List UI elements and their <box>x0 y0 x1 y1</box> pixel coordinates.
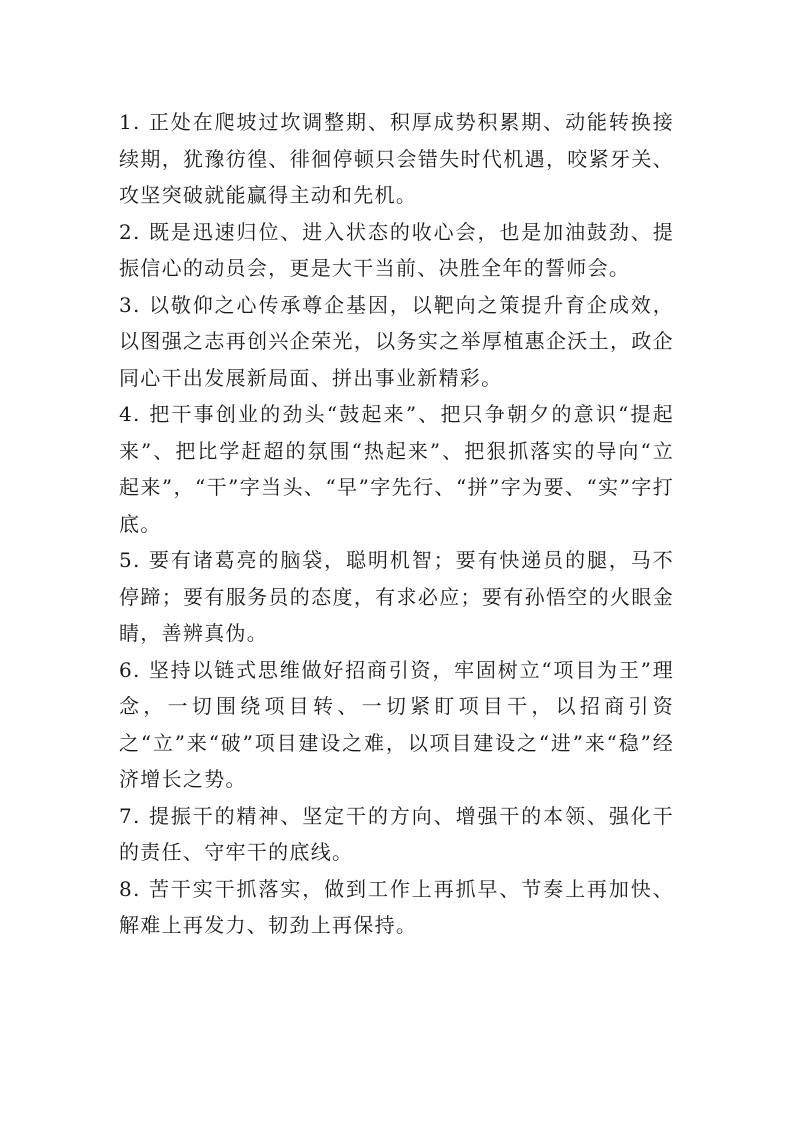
paragraph-4: 4. 把干事创业的劲头“鼓起来”、把只争朝夕的意识“提起来”、把比学赶超的氛围“热起来”、把狠抓落实的导向“立起来”，“干”字当头、“早”字先行、“拼”字为要、“实”字打底。 <box>119 402 674 536</box>
document-body <box>119 104 674 944</box>
paragraph-2: 2. 既是迅速归位、进入状态的收心会，也是加油鼓劲、提振信心的动员会，更是大干当前、决胜全年的誓师会。 <box>119 219 674 280</box>
paragraph-3: 3. 以敬仰之心传承尊企基因，以靶向之策提升育企成效，以图强之志再创兴企荣光，以务实之举厚植惠企沃土，政企同心干出发展新局面、拼出事业新精彩。 <box>119 292 674 390</box>
paragraph-7: 7. 提振干的精神、坚定干的方向、增强干的本领、强化干的责任、守牢干的底线。 <box>119 803 674 864</box>
paragraph-1: 1. 正处在爬坡过坎调整期、积厚成势积累期、动能转换接续期，犹豫彷徨、徘徊停顿只会错失时代机遇，咬紧牙关、攻坚突破就能赢得主动和先机。 <box>119 110 674 207</box>
paragraph-8: 8. 苦干实干抓落实，做到工作上再抓早、节奏上再加快、解难上再发力、韧劲上再保持。 <box>119 876 674 937</box>
paragraph-5: 5. 要有诸葛亮的脑袋，聪明机智；要有快递员的腿，马不停蹄；要有服务员的态度，有求必应；要有孙悟空的火眼金睛，善辨真伪。 <box>119 548 674 645</box>
paragraph-6: 6. 坚持以链式思维做好招商引资，牢固树立“项目为王”理念，一切围绕项目转、一切紧盯项目干，以招商引资之“立”来“破”项目建设之难，以项目建设之“进”来“稳”经济增长之势。 <box>119 657 674 791</box>
